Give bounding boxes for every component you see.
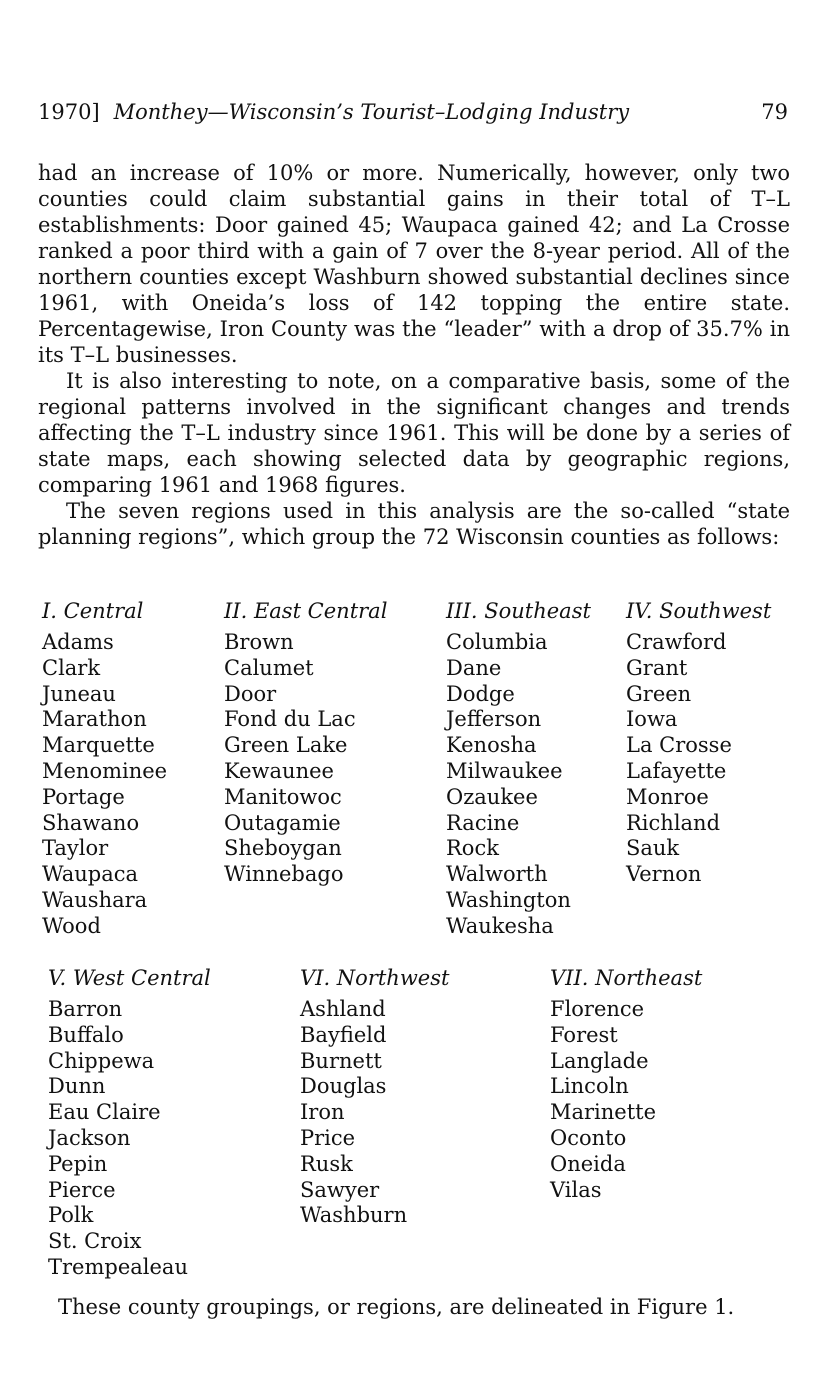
page-number: 79 [761, 100, 788, 124]
region-heading: I. Central [42, 599, 144, 623]
county-list [446, 630, 591, 940]
county-item: Florence [550, 997, 645, 1021]
county-list [224, 630, 387, 888]
county-item: Vilas [550, 1177, 602, 1202]
county-item: Buffalo [48, 1022, 124, 1047]
region-column-northeast [550, 965, 702, 1203]
county-item: Winnebago [224, 862, 344, 887]
county-item: Green [626, 681, 692, 706]
county-item: Adams [42, 630, 114, 654]
county-item: Kenosha [446, 733, 537, 758]
county-item: Marquette [42, 733, 155, 758]
region-heading: IV. Southwest [626, 599, 772, 623]
county-item: Door [224, 681, 277, 706]
county-item: Jackson [48, 1125, 131, 1150]
region-heading: V. West Central [48, 966, 211, 990]
county-item: Iowa [626, 707, 678, 732]
county-item: Lincoln [550, 1074, 629, 1099]
county-item: Pierce [48, 1177, 116, 1202]
county-item: Kewaunee [224, 758, 334, 783]
county-item: Polk [48, 1203, 94, 1228]
county-item: Ozaukee [446, 784, 538, 809]
county-item: Rusk [300, 1151, 353, 1176]
region-heading: VI. Northwest [300, 966, 450, 990]
county-item: Waukesha [446, 913, 554, 938]
running-title: Monthey—Wisconsin’s Tourist–Lodging Industry [113, 100, 630, 124]
region-column-west-central [48, 965, 211, 1281]
county-item: Marinette [550, 1100, 657, 1125]
running-header [38, 100, 788, 124]
county-item: La Crosse [626, 733, 732, 758]
region-column-central [42, 598, 167, 940]
county-item: Washburn [300, 1203, 408, 1228]
county-list [300, 997, 449, 1229]
county-item: Columbia [446, 630, 548, 654]
county-item: Racine [446, 810, 520, 835]
county-item: Waushara [42, 887, 148, 912]
closing-sentence: These county groupings, or regions, are delineated in Figure 1. [58, 1295, 735, 1319]
county-item: Trempealeau [48, 1254, 188, 1279]
region-heading: VII. Northeast [550, 966, 703, 990]
region-heading: III. Southeast [446, 599, 591, 623]
county-item: Iron [300, 1100, 345, 1125]
county-list [626, 630, 771, 888]
county-item: Juneau [42, 681, 116, 706]
county-list [48, 997, 211, 1281]
county-item: Crawford [626, 630, 727, 654]
county-item: Langlade [550, 1048, 649, 1073]
county-item: Dodge [446, 681, 515, 706]
county-item: Sheboygan [224, 836, 342, 861]
county-item: Dunn [48, 1074, 106, 1099]
paragraph-2: It is also interesting to note, on a comparative basis, some of the regional patterns involved in the significant changes and trends affecting the T–L industry since 1961. This will be done by a series of state maps, each showing selected data by geographic regions, comparing 1961 and 1968 figures. [38, 369, 790, 497]
county-item: Waupaca [42, 862, 139, 887]
county-list [42, 630, 167, 940]
region-column-southeast [446, 598, 591, 940]
county-item: Vernon [626, 862, 702, 887]
county-item: Taylor [42, 836, 109, 861]
county-item: Monroe [626, 784, 709, 809]
region-column-southwest [626, 598, 771, 888]
county-item: Barron [48, 997, 123, 1021]
county-item: Walworth [446, 862, 548, 887]
county-item: Washington [446, 887, 571, 912]
county-item: Oconto [550, 1125, 627, 1150]
county-item: Richland [626, 810, 721, 835]
county-item: Dane [446, 655, 502, 680]
county-item: Oneida [550, 1151, 626, 1176]
paragraph-1: had an increase of 10% or more. Numerically, however, only two counties could claim substantial gains in their total of T–L establishments: Door gained 45; Waupaca gained 42; and La Crosse ranked a poor third with a gain of 7 over the 8-year period. All of the northern counties except Washburn showed substantial declines since 1961, with Oneida’s loss of 142 topping the entire state. Percentagewise, Iron County was the “leader” with a drop of 35.7% in its T–L businesses. [38, 161, 790, 367]
region-heading: II. East Central [224, 599, 388, 623]
county-item: Grant [626, 655, 688, 680]
county-item: Price [300, 1125, 356, 1150]
county-item: Shawano [42, 810, 140, 835]
county-item: St. Croix [48, 1229, 142, 1254]
county-item: Jefferson [446, 707, 542, 732]
county-item: Fond du Lac [224, 707, 356, 732]
county-item: Chippewa [48, 1048, 155, 1073]
county-list [550, 997, 702, 1203]
county-item: Pepin [48, 1151, 108, 1176]
region-column-northwest [300, 965, 449, 1229]
county-item: Menominee [42, 758, 168, 783]
county-item: Calumet [224, 655, 314, 680]
county-item: Douglas [300, 1074, 387, 1099]
county-item: Burnett [300, 1048, 382, 1073]
county-item: Eau Claire [48, 1100, 161, 1125]
county-item: Rock [446, 836, 499, 861]
county-item: Manitowoc [224, 784, 342, 809]
county-item: Green Lake [224, 733, 348, 758]
county-item: Clark [42, 655, 101, 680]
region-column-east-central [224, 598, 387, 888]
county-item: Lafayette [626, 758, 727, 783]
body-text [38, 160, 790, 550]
county-item: Sauk [626, 836, 680, 861]
county-item: Outagamie [224, 810, 341, 835]
header-left [38, 100, 629, 124]
county-item: Portage [42, 784, 125, 809]
county-item: Sawyer [300, 1177, 380, 1202]
county-item: Milwaukee [446, 758, 563, 783]
county-item: Wood [42, 913, 101, 938]
paragraph-3: The seven regions used in this analysis are the so-called “state planning regions”, which group the 72 Wisconsin counties as follows: [38, 499, 790, 549]
county-item: Bayfield [300, 1022, 387, 1047]
county-item: Brown [224, 630, 294, 654]
header-year: 1970] [38, 100, 100, 124]
county-item: Marathon [42, 707, 147, 732]
county-item: Ashland [300, 997, 386, 1021]
county-item: Forest [550, 1022, 618, 1047]
